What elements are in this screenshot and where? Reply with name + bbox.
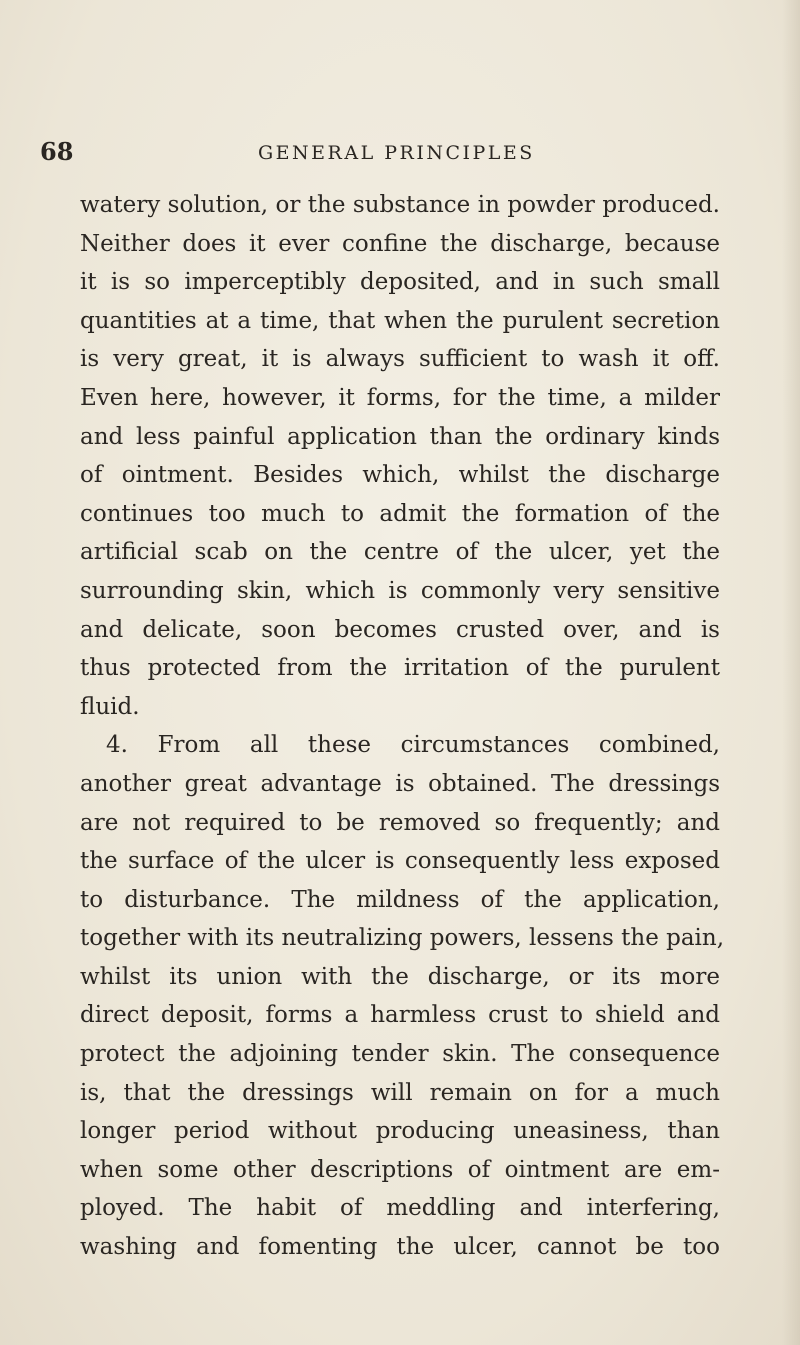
page-number: 68 [40, 137, 74, 166]
text-line: surrounding skin, which is commonly very sensitive [80, 577, 720, 604]
text-line: is, that the dressings will remain on for a much [80, 1079, 720, 1106]
text-line: Neither does it ever confine the discharge, because [80, 230, 720, 257]
text-line: thus protected from the irritation of the purulent [80, 655, 720, 682]
text-line: when some other descriptions of ointment are em- [80, 1156, 720, 1183]
page-edge-shadow [782, 0, 800, 1345]
text-line: artificial scab on the centre of the ulcer, yet the [80, 539, 720, 566]
text-line: continues too much to admit the formation of the [80, 500, 720, 527]
body-text [80, 186, 725, 1267]
text-line: whilst its union with the discharge, or its more [80, 963, 720, 990]
text-line: protect the adjoining tender skin. The consequence [80, 1041, 720, 1068]
text-line: of ointment. Besides which, whilst the discharge [80, 462, 720, 489]
text-line: are not required to be removed so frequently; and [80, 809, 720, 836]
page-header [40, 137, 760, 177]
text-line: fluid. [80, 693, 140, 720]
text-line: ployed. The habit of meddling and interfering, [80, 1195, 720, 1222]
text-line: washing and fomenting the ulcer, cannot be too [80, 1234, 720, 1261]
running-head: GENERAL PRINCIPLES [258, 142, 535, 164]
text-line: quantities at a time, that when the purulent secretion [80, 307, 720, 334]
text-line: watery solution, or the substance in powder produced. [80, 192, 720, 218]
text-line: longer period without producing uneasiness, than [80, 1118, 720, 1145]
text-line: direct deposit, forms a harmless crust to shield and [80, 1002, 720, 1029]
text-line: Even here, however, it forms, for the time, a milder [80, 384, 720, 411]
text-line: together with its neutralizing powers, lessens the pain, [80, 925, 725, 952]
text-line: is very great, it is always sufficient to wash it off. [80, 346, 720, 373]
text-line: and delicate, soon becomes crusted over, and is [80, 616, 720, 643]
text-line: and less painful application than the ordinary kinds [80, 423, 720, 450]
text-line: it is so imperceptibly deposited, and in such small [80, 269, 720, 296]
text-line: to disturbance. The mildness of the application, [80, 886, 720, 913]
text-line: another great advantage is obtained. The dressings [80, 770, 720, 797]
text-line: 4. From all these circumstances combined, [106, 732, 720, 759]
text-line: the surface of the ulcer is consequently less exposed [80, 848, 720, 875]
